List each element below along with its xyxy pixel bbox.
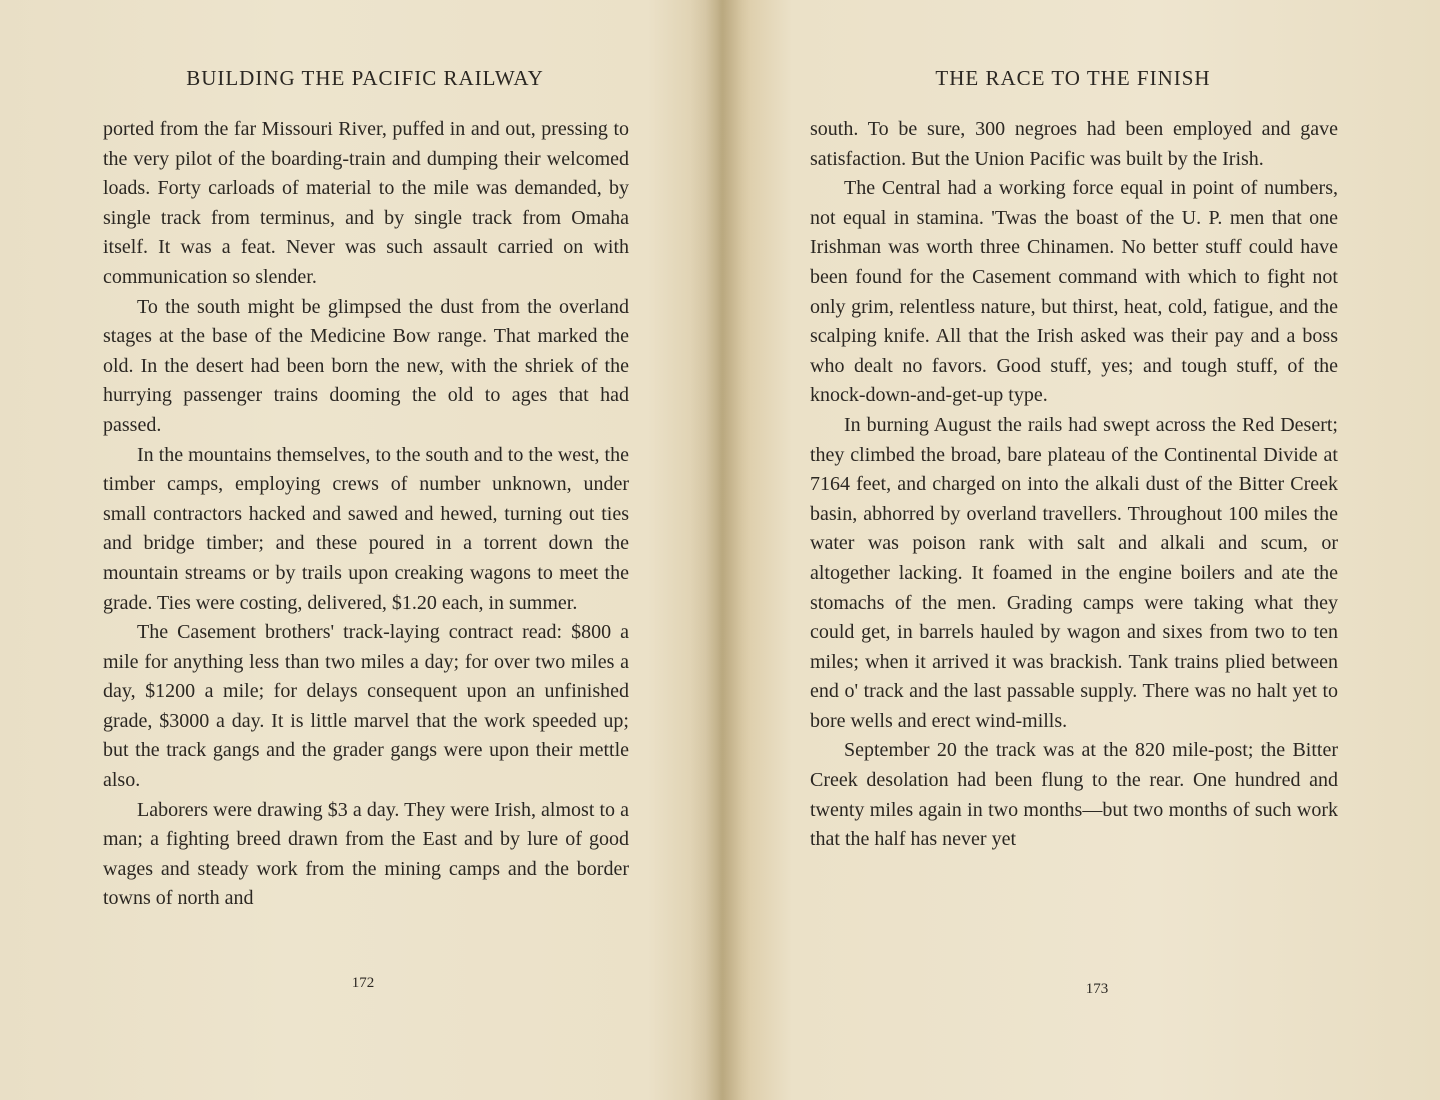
right-page-number: 173 xyxy=(1085,981,1109,997)
left-paragraph-1: ported from the far Missouri River, puffed in and out, pressing to the very pilot of the boarding-train and dumping their welcomed loads. Forty carloads of material to the mile was demanded, by single track from terminus, and by single track from Omaha itself. It was a feat. Never was such assault carried on with communication so slender. xyxy=(103,118,629,288)
left-running-head: BUILDING THE PACIFIC RAILWAY xyxy=(186,66,544,90)
left-paragraph-4: The Casement brothers' track-laying contract read: $800 a mile for anything less than two miles a day; for over two miles a day, $1200 a mile; for delays consequent upon an unfinished grade, $3000 a day. It is little marvel that the work speeded up; but the track gangs and the grader gangs were upon their mettle also. xyxy=(103,621,629,792)
left-paragraph-2: To the south might be glimpsed the dust from the overland stages at the base of the Medicine Bow range. That marked the old. In the desert had been born the new, with the shriek of the hurrying passenger trains dooming the old to ages that had passed. xyxy=(103,295,629,436)
book-gutter xyxy=(690,0,750,1100)
right-paragraph-1: south. To be sure, 300 negroes had been employed and gave satisfaction. But the Union Pacific was built by the Irish. xyxy=(810,118,1338,170)
right-paragraph-2: The Central had a working force equal in point of numbers, not equal in stamina. 'Twas the boast of the U. P. men that one Irishman was worth three Chinamen. No better stuff could have been found for the Casement command with which to fight not only grim, relentless nature, but thirst, heat, cold, fatigue, and the scalping knife. All that the Irish asked was their pay and a boss who dealt no favors. Good stuff, yes; and tough stuff, of the knock-down-and-get-up type. xyxy=(810,177,1338,407)
right-paragraph-4: September 20 the track was at the 820 mile-post; the Bitter Creek desolation had been flung to the rear. One hundred and twenty miles again in two months—but two months of such work that the half has never yet xyxy=(810,739,1338,851)
right-page xyxy=(720,0,1440,1100)
left-paragraph-3: In the mountains themselves, to the south and to the west, the timber camps, employing crews of number unknown, under small contractors hacked and sawed and hewed, turning out ties and bridge timber; and these poured in a torrent down the mountain streams or by trails upon creaking wagons to meet the grade. Ties were costing, delivered, $1.20 each, in summer. xyxy=(103,443,629,614)
left-paragraph-5: Laborers were drawing $3 a day. They were Irish, almost to a man; a fighting breed drawn from the East and by lure of good wages and steady work from the mining camps and the border towns of north and xyxy=(103,798,629,910)
left-page-body xyxy=(103,115,629,914)
right-page-body xyxy=(810,115,1338,855)
left-page-number: 172 xyxy=(351,975,375,991)
right-running-head: THE RACE TO THE FINISH xyxy=(935,66,1211,90)
right-paragraph-3: In burning August the rails had swept across the Red Desert; they climbed the broad, bare plateau of the Continental Divide at 7164 feet, and charged on into the alkali dust of the Bitter Creek basin, abhorred by overland travellers. Throughout 100 miles the water was poison rank with salt and alkali and scum, or altogether lacking. It foamed in the engine boilers and ate the stomachs of the men. Grading camps were taking what they could get, in barrels hauled by wagon and sixes from two to ten miles; when it arrived it was brackish. Tank trains plied between end o' track and the last passable supply. There was no halt yet to bore wells and erect wind-mills. xyxy=(810,413,1338,732)
